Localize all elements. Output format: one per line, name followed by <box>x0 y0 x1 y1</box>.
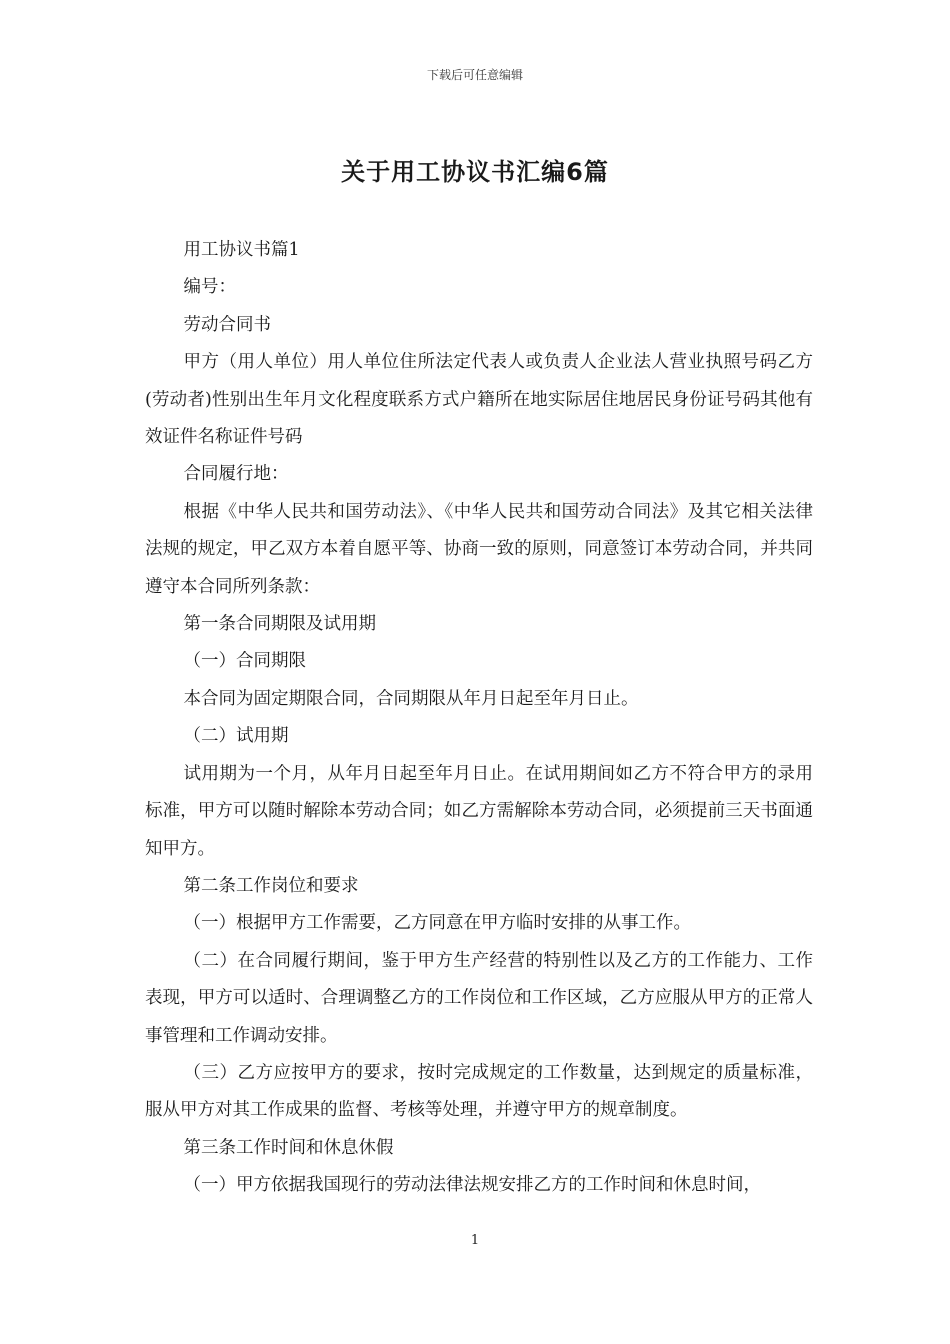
paragraph: 根据《中华人民共和国劳动法》、《中华人民共和国劳动合同法》及其它相关法律法规的规定，甲乙双方本着自愿平等、协商一致的原则，同意签订本劳动合同，并共同遵守本合同所列条款： <box>145 501 813 597</box>
paragraph: 第三条工作时间和休息休假 <box>183 1137 394 1158</box>
document-title: 关于用工协议书汇编6篇 <box>341 158 609 186</box>
paragraph: 第一条合同期限及试用期 <box>183 614 376 635</box>
paragraph: （三）乙方应按甲方的要求，按时完成规定的工作数量，达到规定的质量标准，服从甲方对其工作成果的监督、考核等处理，并遵守甲方的规章制度。 <box>145 1062 813 1121</box>
paragraph: 编号： <box>183 277 236 298</box>
paragraph: 甲方（用人单位）用人单位住所法定代表人或负责人企业法人营业执照号码乙方(劳动者)性别出生年月文化程度联系方式户籍所在地实际居住地居民身份证号码其他有效证件名称证件号码 <box>145 352 813 448</box>
paragraph: （一）甲方依据我国现行的劳动法律法规安排乙方的工作时间和休息时间， <box>183 1175 761 1196</box>
paragraph: （二）在合同履行期间，鉴于甲方生产经营的特别性以及乙方的工作能力、工作表现，甲方可以适时、合理调整乙方的工作岗位和工作区域，乙方应服从甲方的正常人事管理和工作调动安排。 <box>145 950 813 1046</box>
paragraph: 第二条工作岗位和要求 <box>183 875 359 896</box>
paragraph: （一）根据甲方工作需要，乙方同意在甲方临时安排的从事工作。 <box>183 913 691 934</box>
paragraph: （二）试用期 <box>183 726 289 747</box>
paragraph: 合同履行地： <box>183 464 289 485</box>
document-body <box>145 232 813 1205</box>
paragraph: 劳动合同书 <box>183 314 271 335</box>
paragraph: 用工协议书篇1 <box>183 240 300 260</box>
paragraph: 本合同为固定期限合同，合同期限从年月日起至年月日止。 <box>183 688 639 709</box>
paragraph: 试用期为一个月，从年月日起至年月日止。在试用期间如乙方不符合甲方的录用标准，甲方可以随时解除本劳动合同；如乙方需解除本劳动合同，必须提前三天书面通知甲方。 <box>145 763 813 859</box>
page-number: 1 <box>470 1233 480 1248</box>
paragraph: （一）合同期限 <box>183 651 306 672</box>
page-header-note: 下载后可任意编辑 <box>426 68 523 82</box>
